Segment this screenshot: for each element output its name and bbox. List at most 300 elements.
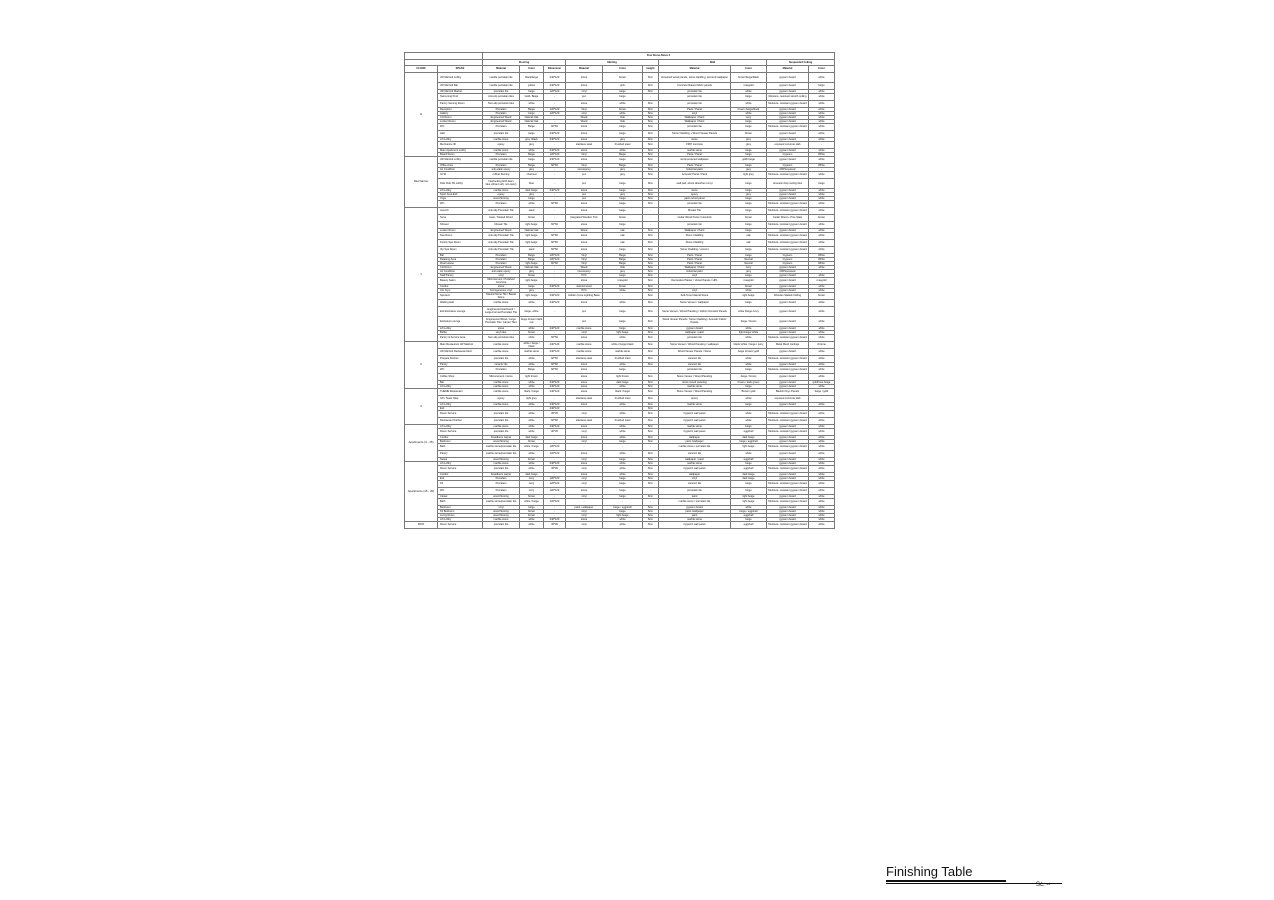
- table-cell: Natural Oak: [520, 119, 544, 123]
- table-cell: white: [809, 72, 835, 82]
- table-cell: porcelain tile: [483, 521, 520, 528]
- table-cell: white: [603, 465, 643, 472]
- table-cell: -: [544, 269, 566, 273]
- table-cell: Stone Veneer / Wood Paneling / Fabric /Acoustic Panels: [659, 306, 731, 316]
- table-cell: porcelain tile: [483, 428, 520, 435]
- table-row: [405, 141, 835, 148]
- table-cell: beige: [731, 402, 767, 406]
- space-name-cell: Bath: [438, 498, 483, 505]
- table-cell: Moisture- resistant gypsum board: [768, 467, 807, 470]
- table-cell: white: [809, 188, 835, 192]
- table-cell: eggshell: [731, 428, 767, 435]
- table-cell: stone: [566, 100, 603, 107]
- table-cell: dark beige: [731, 435, 767, 439]
- table-cell: 60*60: [544, 239, 566, 246]
- space-name-cell: Air Condition: [438, 269, 483, 273]
- table-cell: vinyl: [483, 505, 520, 509]
- table-cell: white: [731, 89, 767, 93]
- table-cell: Wallpaper / Paint: [659, 119, 731, 123]
- table-cell: white: [809, 424, 835, 428]
- space-name-cell: JW Marriott Lobby: [438, 156, 483, 163]
- table-cell: gypsum board: [767, 439, 809, 443]
- table-cell: 8cm: [643, 200, 659, 207]
- table-cell: porcelain tile: [659, 334, 731, 341]
- table-cell: vinyl tiles: [483, 330, 520, 334]
- table-cell: white: [809, 487, 835, 494]
- table-cell: Veneered wood panels, stone cladding, textured wallpaper: [659, 72, 731, 82]
- table-cell: beige: [603, 487, 643, 494]
- table-cell: white: [809, 288, 835, 292]
- table-cell: white: [520, 417, 544, 424]
- column-header: Color: [731, 66, 767, 73]
- table-cell: porcelain tile: [659, 366, 731, 373]
- space-name-cell: Shower: [438, 221, 483, 228]
- table-cell: -: [603, 292, 643, 299]
- table-cell: 8cm: [643, 472, 659, 476]
- table-cell: beige: [520, 505, 544, 509]
- table-cell: Neutral: [731, 261, 767, 265]
- table-cell: white: [603, 362, 643, 366]
- table-cell: beige: [603, 326, 643, 330]
- table-cell: paint /wallpaper: [659, 509, 731, 513]
- table-cell: Engineered Wood: [483, 265, 520, 269]
- table-cell: gypsum board: [767, 111, 809, 115]
- table-cell: white: [809, 228, 835, 232]
- table-cell: beige: [603, 273, 643, 277]
- table-cell: white: [603, 435, 643, 439]
- table-row: [405, 214, 835, 221]
- table-cell: eggshell: [731, 457, 767, 461]
- table-cell: Mosaic Tile: [483, 221, 520, 228]
- table-cell: light brown: [520, 373, 544, 380]
- table-cell: epoxy: [483, 192, 520, 196]
- table-cell: 8cm: [643, 246, 659, 253]
- table-cell: blue: [520, 178, 544, 188]
- table-cell: Wooden Slatted Ceiling: [767, 292, 809, 299]
- column-header: FLOOR: [405, 66, 438, 73]
- space-name-cell: Lift Lobby: [438, 461, 483, 465]
- space-name-cell: Restaurant Kitchen: [438, 417, 483, 424]
- table-cell: beige: [731, 273, 767, 277]
- table-cell: white: [731, 450, 767, 457]
- table-cell: gypsum board: [767, 82, 809, 89]
- table-cell: light beige/ white: [731, 330, 767, 334]
- table-cell: grey: [520, 167, 544, 171]
- table-cell: white: [809, 89, 835, 93]
- column-header: Color: [520, 66, 544, 73]
- table-cell: Vinyl: [566, 152, 603, 156]
- table-cell: beige: [603, 316, 643, 326]
- table-cell: vinyl: [566, 330, 603, 334]
- table-cell: Moisture- resistant gypsum board: [768, 336, 807, 339]
- table-cell: 8cm: [643, 72, 659, 82]
- table-cell: 8cm: [643, 196, 659, 200]
- column-header: Dimension: [544, 66, 566, 73]
- table-cell: marble stone: [483, 137, 520, 141]
- table-cell: white: [520, 355, 544, 362]
- table-row: [405, 299, 835, 306]
- table-cell: Gypsum: [767, 152, 809, 156]
- table-cell: 8cm: [643, 141, 659, 148]
- table-cell: vinyl: [566, 410, 603, 417]
- table-row: [405, 428, 835, 435]
- table-cell: vinyl: [566, 89, 603, 93]
- table-cell: grey: [520, 141, 544, 148]
- table-body: [405, 72, 835, 528]
- table-cell: Wood Veneer Panels / Stone: [659, 348, 731, 355]
- space-name-cell: GYM: [438, 171, 483, 178]
- table-cell: 120*120: [544, 253, 566, 257]
- table-cell: 8cm: [643, 384, 659, 388]
- table-cell: White: [809, 152, 835, 156]
- table-cell: marble stone: [566, 326, 603, 330]
- table-cell: marble stone: [520, 348, 544, 355]
- table-cell: wallpaper / paint: [659, 330, 731, 334]
- table-cell: beige: [520, 196, 544, 200]
- table-cell: gypsum board: [767, 362, 809, 366]
- table-cell: Engineered Hardwood / Large-Format Porcelain Tile: [483, 306, 520, 316]
- table-cell: rosegold: [731, 82, 767, 89]
- table-cell: vinyl: [566, 480, 603, 487]
- table-cell: white: [603, 334, 643, 341]
- space-name-cell: Living Room: [438, 513, 483, 517]
- table-cell: white: [731, 355, 767, 362]
- table-cell: white: [603, 428, 643, 435]
- table-cell: 240*120: [544, 148, 566, 152]
- table-cell: Wallpaper / Paint: [659, 265, 731, 269]
- table-cell: stone: [566, 148, 603, 152]
- table-cell: 120*120: [544, 152, 566, 156]
- table-cell: gypsum board: [767, 348, 809, 355]
- table-cell: 8cm: [643, 148, 659, 152]
- table-cell: gold/ beige: [731, 156, 767, 163]
- table-cell: ivory: [731, 115, 767, 119]
- table-cell: gypsum board: [767, 277, 809, 284]
- table-cell: white: [520, 410, 544, 417]
- table-cell: brown: [520, 273, 544, 277]
- table-cell: 8cm: [643, 239, 659, 246]
- table-cell: -: [643, 366, 659, 373]
- space-name-cell: Bath: [438, 443, 483, 450]
- table-cell: gypsum board: [767, 107, 809, 111]
- table-cell: white: [520, 100, 544, 107]
- table-row: [405, 292, 835, 299]
- table-cell: marble stone: [659, 402, 731, 406]
- table-cell: brown: [809, 292, 835, 299]
- table-cell: 8cm: [643, 521, 659, 528]
- table-cell: brown: [809, 214, 835, 221]
- table-cell: white: [520, 299, 544, 306]
- table-cell: gypsum board: [767, 273, 809, 277]
- table-cell: yellow: [520, 82, 544, 89]
- table-cell: vinyl: [566, 439, 603, 443]
- table-cell: white / beige/ black: [603, 341, 643, 348]
- table-cell: Non-slip porcelain tiles: [483, 334, 520, 341]
- table-cell: marble stone: [566, 341, 603, 348]
- space-name-cell: Room Service: [438, 410, 483, 417]
- table-cell: gypsum board: [767, 435, 809, 439]
- table-cell: Moisture- resistant gypsum board: [768, 102, 807, 105]
- table-cell: gypsum board: [767, 299, 809, 306]
- table-cell: gypsum board: [767, 384, 809, 388]
- table-cell: -: [544, 207, 566, 214]
- space-name-cell: Suites: [438, 457, 483, 461]
- table-cell: Moisture- resistant gypsum board: [768, 523, 807, 526]
- space-name-cell: Prepare Kitchen: [438, 355, 483, 362]
- table-cell: 8cm: [643, 115, 659, 119]
- table-cell: -: [544, 494, 566, 498]
- table-cell: 8cm: [643, 334, 659, 341]
- table-cell: gypsum board: [767, 476, 809, 480]
- table-cell: Moisture- resistant gypsum board: [768, 357, 807, 360]
- table-cell: beige: [520, 130, 544, 137]
- table-cell: rosegold: [603, 277, 643, 284]
- table-cell: Stone Cladding: [659, 232, 731, 239]
- table-cell: white: [520, 517, 544, 521]
- table-cell: white: [809, 200, 835, 207]
- table-cell: stone: [566, 373, 603, 380]
- table-cell: 240*120: [544, 137, 566, 141]
- table-cell: beige: [603, 476, 643, 480]
- table-cell: -: [566, 498, 603, 505]
- scale-label: Sc. --: [1036, 882, 1051, 888]
- table-cell: white: [520, 384, 544, 388]
- table-cell: Wood: [566, 119, 603, 123]
- table-cell: stone: [659, 137, 731, 141]
- table-cell: brown: [603, 284, 643, 288]
- floor-label: 3: [405, 388, 438, 424]
- table-cell: Cedar Wood Panel / Hemlock: [659, 214, 731, 221]
- table-row: [405, 498, 835, 505]
- table-cell: Microcement / Polished Concrete: [483, 277, 520, 284]
- table-cell: 60*60: [544, 334, 566, 341]
- table-cell: white: [603, 472, 643, 476]
- table-cell: white: [809, 355, 835, 362]
- space-name-cell: Kids Club /W Lobby: [438, 178, 483, 188]
- table-cell: Concrete Raised fabric panels: [659, 82, 731, 89]
- table-cell: wallpaper: [659, 435, 731, 439]
- table-cell: Wallpaper / Paint: [659, 228, 731, 232]
- table-cell: Moisture- resistant gypsum board: [768, 248, 807, 251]
- table-cell: grey: [603, 192, 643, 196]
- table-cell: marble stone: [483, 148, 520, 152]
- table-cell: -: [544, 472, 566, 476]
- table-row: [405, 443, 835, 450]
- space-name-cell: GTL Tower Map: [438, 395, 483, 402]
- table-cell: grey: [731, 192, 767, 196]
- space-name-cell: Gallery: [438, 111, 483, 115]
- space-name-cell: Pantry & Service Area: [438, 334, 483, 341]
- table-cell: eggshell: [731, 513, 767, 517]
- table-cell: porcelain tile: [659, 221, 731, 228]
- column-header: SPACE: [438, 66, 483, 73]
- table-cell: 240*120: [544, 82, 566, 89]
- table-cell: stone: [566, 188, 603, 192]
- space-name-cell: Exit: [438, 476, 483, 480]
- table-cell: -: [603, 443, 643, 450]
- table-cell: Gypsum: [767, 257, 809, 261]
- space-name-cell: Board Room: [438, 152, 483, 156]
- table-cell: beige: [603, 509, 643, 513]
- space-name-cell: Lift Lobby: [438, 384, 483, 388]
- table-cell: stone: [483, 284, 520, 288]
- space-name-cell: Exclusive Lounge: [438, 316, 483, 326]
- table-cell: -: [544, 373, 566, 380]
- table-cell: stone: [566, 384, 603, 388]
- table-cell: Heat- Treated Wood: [483, 214, 520, 221]
- table-cell: 8cm: [643, 82, 659, 89]
- table-cell: white: [809, 505, 835, 509]
- table-cell: vinyl: [659, 288, 731, 292]
- table-cell: marble stone: [483, 424, 520, 428]
- table-cell: pink: [603, 82, 643, 89]
- table-cell: 60*60: [544, 246, 566, 253]
- table-cell: cove/epoxy: [566, 167, 603, 171]
- table-cell: -: [659, 284, 731, 288]
- drawing-title: Finishing Table: [886, 864, 973, 879]
- table-cell: brown: [520, 513, 544, 517]
- table-cell: Microcement / stone: [483, 373, 520, 380]
- table-cell: 8cm: [643, 457, 659, 461]
- table-cell: Porcelain: [483, 257, 520, 261]
- table-cell: 8cm: [643, 130, 659, 137]
- table-cell: rubber flooring: [483, 171, 520, 178]
- table-cell: Wallpaper / Paint: [659, 115, 731, 119]
- table-cell: 120*120: [544, 450, 566, 457]
- table-row: [405, 200, 835, 207]
- table-cell: gold/rose beige: [809, 380, 835, 384]
- table-cell: White: [809, 163, 835, 167]
- table-cell: stone: [566, 123, 603, 130]
- table-cell: 8cm: [643, 123, 659, 130]
- table-cell: white: [809, 306, 835, 316]
- table-cell: Moisture- resistant gypsum board: [768, 489, 807, 492]
- table-cell: 240*120: [544, 188, 566, 192]
- table-cell: rosegold: [809, 277, 835, 284]
- space-name-cell: Office Area: [438, 163, 483, 167]
- table-cell: beige /brown/ gold: [731, 348, 767, 355]
- table-cell: gypsum board: [767, 72, 809, 82]
- table-cell: white: [603, 402, 643, 406]
- table-cell: beige: [603, 200, 643, 207]
- table-cell: white: [809, 461, 835, 465]
- table-cell: beige / brown: [731, 316, 767, 326]
- space-name-cell: JW Marriott Market: [438, 89, 483, 93]
- table-cell: brushed steel: [603, 355, 643, 362]
- table-cell: wood flooring: [483, 509, 520, 513]
- table-cell: Paint / Panel: [659, 257, 731, 261]
- table-cell: Beige: [520, 253, 544, 257]
- table-cell: ivory: [731, 265, 767, 269]
- table-cell: -: [544, 115, 566, 119]
- table-cell: light beige: [603, 513, 643, 517]
- table-cell: 8cm: [643, 465, 659, 472]
- table-cell: white: [809, 435, 835, 439]
- table-cell: porcelain tile: [659, 487, 731, 494]
- table-cell: porcelain tile: [659, 89, 731, 93]
- table-cell: Natural Oak: [520, 115, 544, 119]
- table-cell: -: [544, 439, 566, 443]
- title-block: [886, 864, 1062, 884]
- table-cell: white / beige: [520, 498, 544, 505]
- table-cell: stone: [566, 277, 603, 284]
- group-wall: Wall: [659, 59, 767, 66]
- table-cell: beige: [603, 188, 643, 192]
- table-cell: -: [544, 316, 566, 326]
- table-cell: 8cm: [643, 388, 659, 395]
- table-cell: 8cm: [643, 461, 659, 465]
- space-name-cell: Relaxing Area: [438, 257, 483, 261]
- table-cell: gypsum board: [767, 330, 809, 334]
- table-cell: -: [544, 395, 566, 402]
- space-name-cell: Spa Room: [438, 232, 483, 239]
- table-cell: white: [520, 424, 544, 428]
- table-cell: white: [809, 284, 835, 288]
- table-cell: -: [643, 443, 659, 450]
- table-cell: Beige: [603, 261, 643, 265]
- table-cell: 240*120: [544, 517, 566, 521]
- table-cell: -: [643, 221, 659, 228]
- table-cell: PVC: [566, 288, 603, 292]
- table-cell: gypsum board: [767, 517, 809, 521]
- table-cell: brown: [603, 107, 643, 111]
- table-cell: ceramic tile: [483, 362, 520, 366]
- table-cell: gypsum board: [767, 457, 809, 461]
- table-cell: brown: [603, 72, 643, 82]
- table-cell: white: [809, 265, 835, 269]
- space-name-cell: Spa Exit: [438, 292, 483, 299]
- table-cell: light beige: [731, 443, 767, 450]
- table-cell: -: [643, 207, 659, 214]
- table-row: [405, 72, 835, 82]
- table-cell: -: [544, 513, 566, 517]
- table-cell: white: [809, 239, 835, 246]
- table-cell: vinyl: [566, 476, 603, 480]
- table-cell: stone: [566, 207, 603, 214]
- table-cell: white: [809, 450, 835, 457]
- table-cell: white / beige / black: [520, 341, 544, 348]
- table-cell: 8cm: [643, 402, 659, 406]
- table-cell: white: [520, 380, 544, 384]
- table-cell: white: [809, 384, 835, 388]
- space-name-cell: Sport Area Exit: [438, 192, 483, 196]
- space-name-cell: Room Service: [438, 465, 483, 472]
- table-cell: beige: [603, 93, 643, 100]
- table-cell: ivory: [520, 476, 544, 480]
- table-row: [405, 232, 835, 239]
- table-cell: 8cm: [643, 417, 659, 424]
- table-cell: 8cm: [643, 306, 659, 316]
- table-cell: white: [809, 130, 835, 137]
- table-cell: 8cm: [643, 257, 659, 261]
- group-flooring: Flooring: [483, 59, 566, 66]
- space-name-cell: Coridor: [438, 435, 483, 439]
- table-cell: white: [809, 171, 835, 178]
- table-cell: stone /wood paneling: [659, 380, 731, 384]
- table-row: [405, 450, 835, 457]
- table-cell: 8cm: [643, 517, 659, 521]
- table-cell: Porcelain: [483, 163, 520, 167]
- table-cell: marble porcelain tile: [483, 72, 520, 82]
- table-cell: grey: [731, 137, 767, 141]
- table-cell: white: [603, 288, 643, 292]
- table-cell: White: [809, 261, 835, 265]
- table-cell: white: [520, 362, 544, 366]
- table-cell: light brown: [603, 373, 643, 380]
- table-row: [405, 277, 835, 284]
- table-cell: 30*30: [544, 428, 566, 435]
- table-cell: 8cm: [643, 152, 659, 156]
